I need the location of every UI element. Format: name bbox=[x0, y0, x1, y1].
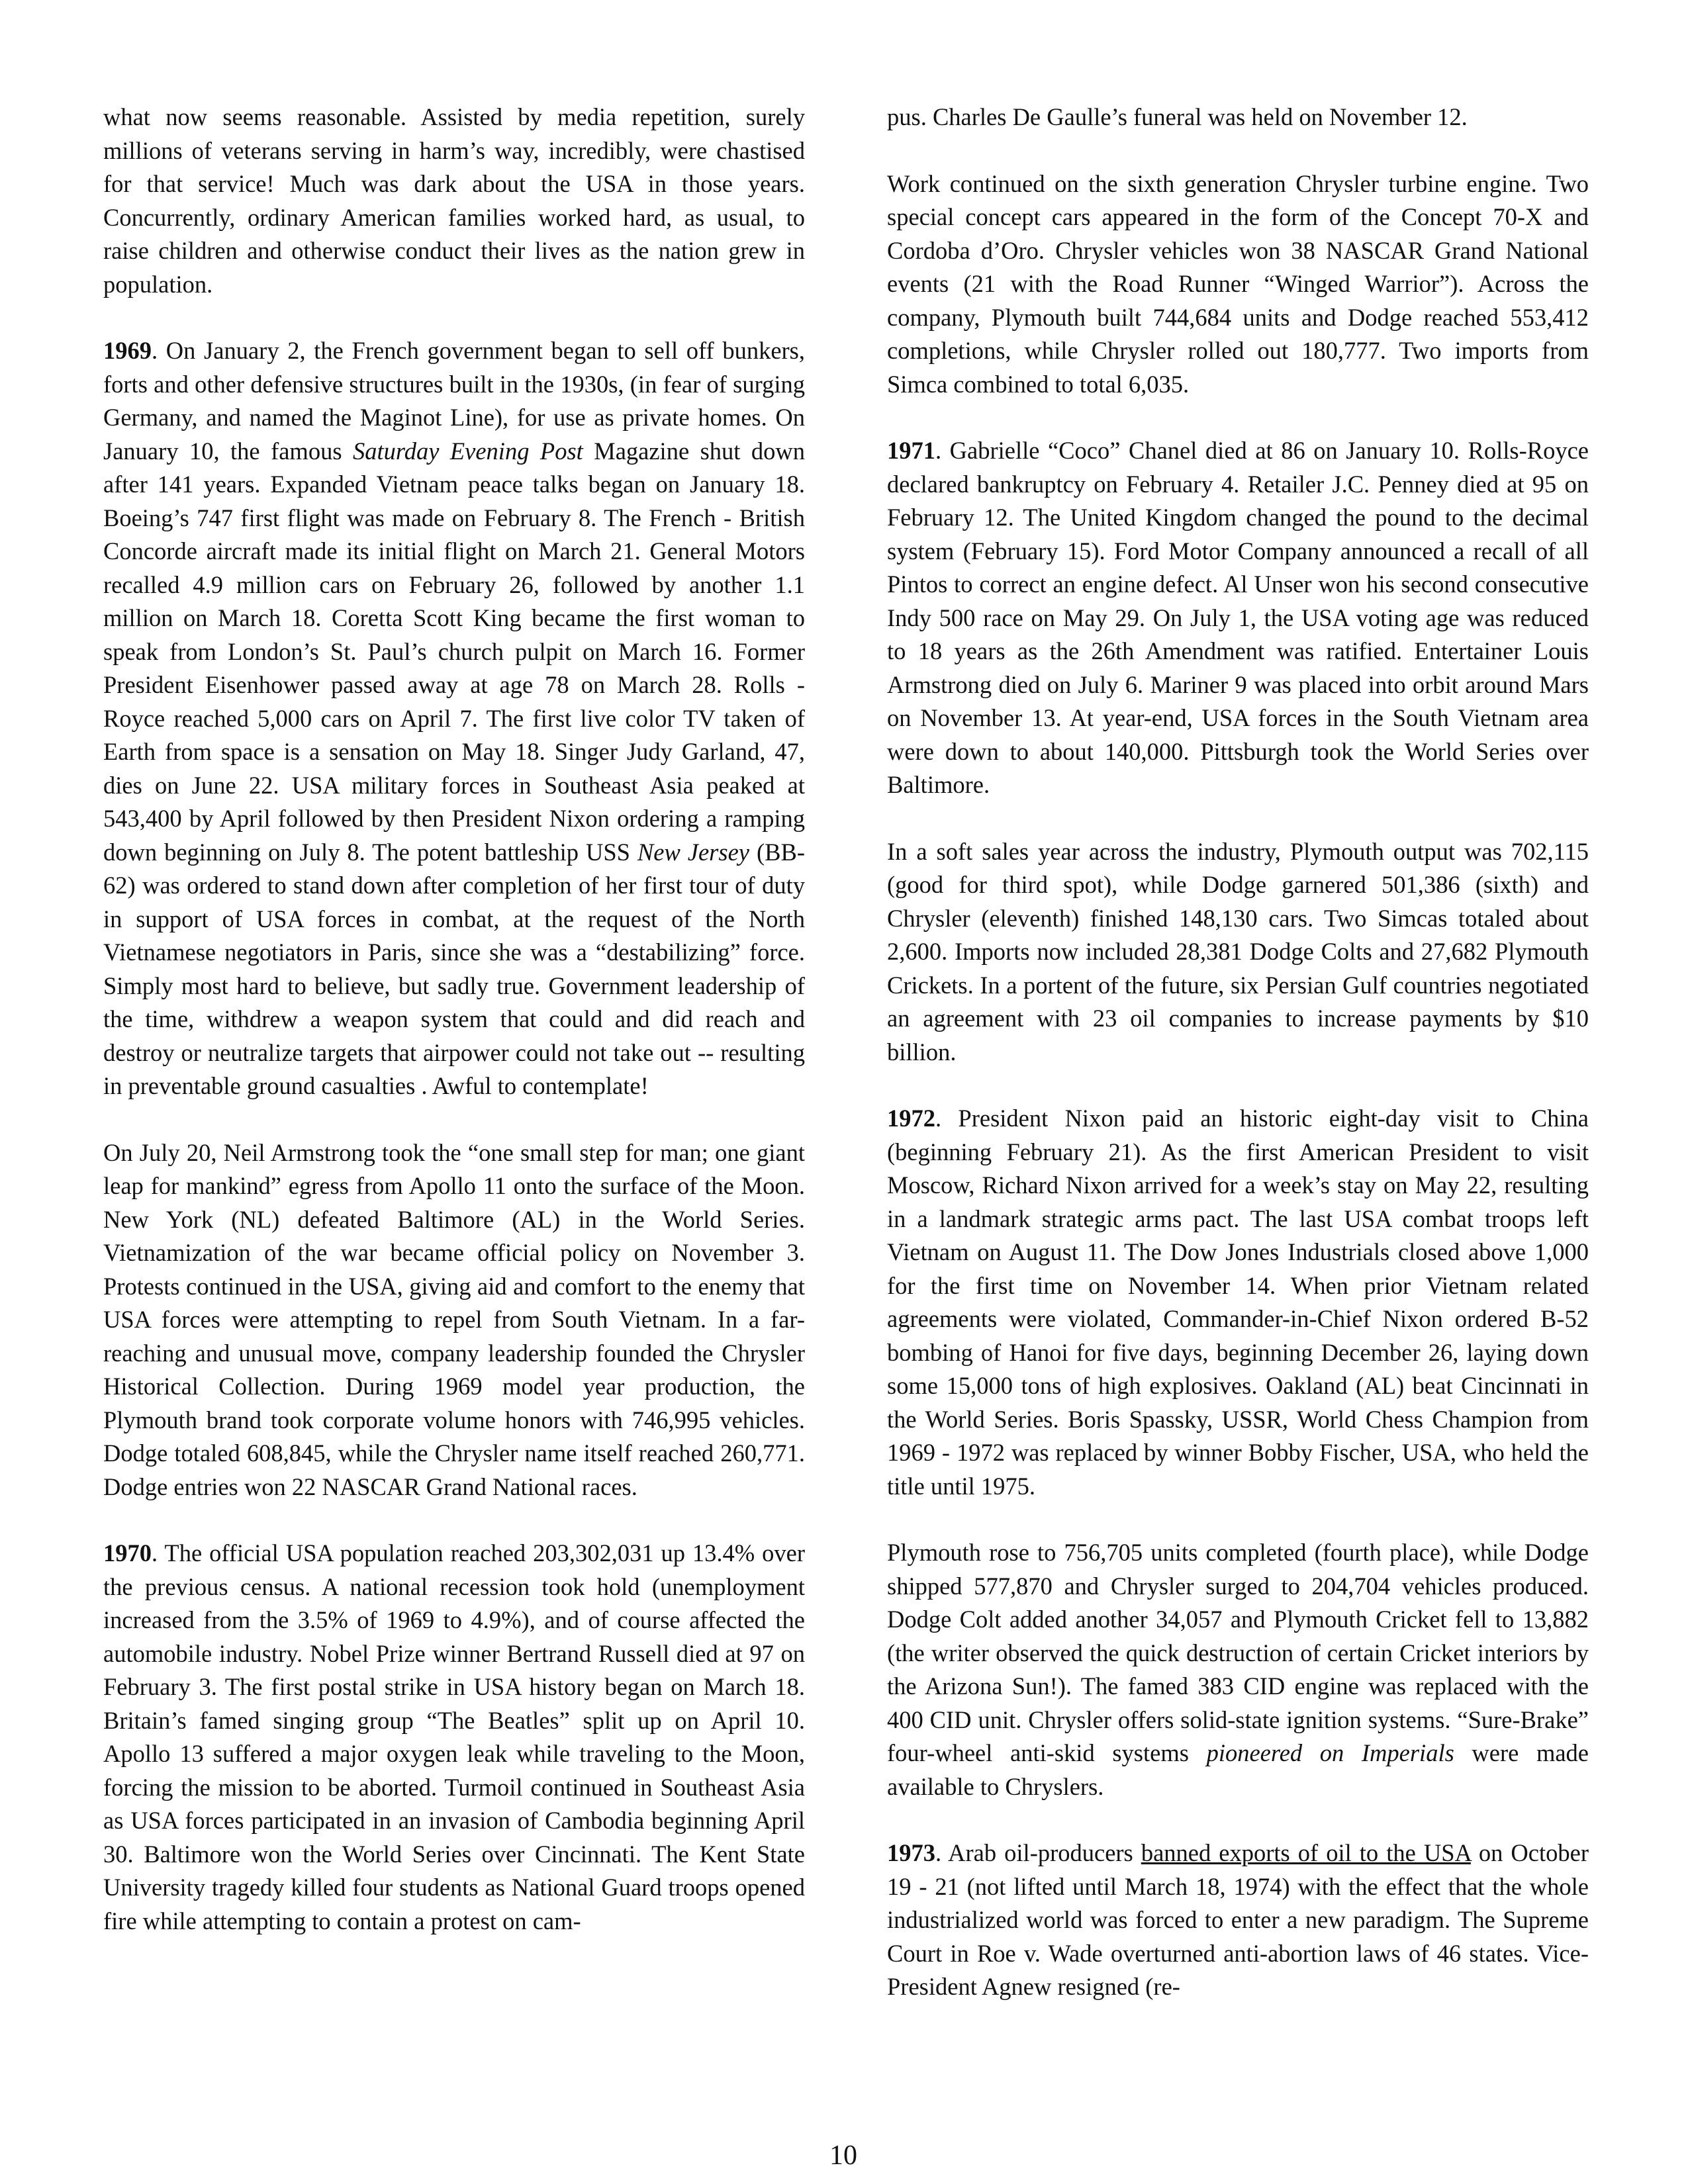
paragraph-1972-sales bbox=[887, 1536, 1589, 1803]
italic-title-saturday-evening-post: Saturday Evening Post bbox=[352, 437, 583, 465]
paragraph-1971-sales bbox=[887, 835, 1589, 1069]
paragraph-1969-continued bbox=[103, 1136, 805, 1504]
paragraph-1971 bbox=[887, 434, 1589, 802]
year-heading-1971: 1971 bbox=[887, 437, 935, 464]
paragraph-text: Magazine shut down after 141 years. Expanded Vietnam peace talks began on January 18. Boeing’s 747 first flight was made on February 8. The French - British Concorde aircraft made its initial flight on March 21. General Motors recalled 4.9 million cars on February 26, followed by another 1.1 million on March 18. Coretta Scott King became the first woman to speak from London’s St. Paul’s church pulpit on March 16. Former President Eisenhower passed away at age 78 on March 28. Rolls - Royce reached 5,000 cars on April 7. The first live color TV taken of Earth from space is a sensation on May 18. Singer Judy Garland, 47, dies on June 22. USA military forces in Southeast Asia peaked at 543,400 by April followed by then President Nixon ordering a ramping down beginning on July 8. The potent battleship USS bbox=[103, 437, 805, 866]
right-column bbox=[887, 101, 1589, 2037]
paragraph-text: Work continued on the sixth generation Chrysler turbine engine. Two special concept cars appeared in the form of the Concept 70-X and Cordoba d’Oro. Chrysler vehicles won 38 NASCAR Grand National events (21 with the Road Runner “Winged Warrior”). Across the company, Plymouth built 744,684 units and Dodge reached 553,412 completions, while Chrysler rolled out 180,777. Two imports from Simca combined to total 6,035. bbox=[887, 169, 1589, 398]
left-column bbox=[103, 101, 805, 1971]
italic-ship-name: New Jersey bbox=[637, 838, 749, 866]
underlined-phrase-oil-embargo: banned exports of oil to the USA bbox=[1141, 1839, 1471, 1866]
paragraph-text: Plymouth rose to 756,705 units completed (fourth place), while Dodge shipped 577,870 and Chrysler surged to 204,704 vehicles produced. Dodge Colt added another 34,057 and Plymouth Cricket fell to 13,882 (the writer observed the quick destruction of certain Cricket interiors by the Arizona Sun!). The famed 383 CID engine was replaced with the 400 CID unit. Chrysler offers solid-state ignition systems. “Sure-Brake” four-wheel anti-skid systems bbox=[887, 1539, 1589, 1766]
paragraph-text: On July 20, Neil Armstrong took the “one small step for man; one giant leap for mankind” egress from Apollo 11 onto the surface of the Moon. New York (NL) defeated Baltimore (AL) in the World Series. Vietnamization of the war became official policy on November 3. Protests continued in the USA, giving aid and comfort to the enemy that USA forces were attempting to repel from South Vietnam. In a far-reaching and unusual move, company leadership founded the Chrysler Historical Collection. During 1969 model year production, the Plymouth brand took corporate volume honors with 746,995 vehicles. Dodge totaled 608,845, while the Chrysler name itself reached 260,771. Dodge entries won 22 NASCAR Grand National races. bbox=[103, 1138, 805, 1500]
paragraph-1970-end bbox=[887, 101, 1589, 134]
year-heading-1970: 1970 bbox=[103, 1539, 152, 1567]
paragraph-text: . The official USA population reached 203,302,031 up 13.4% over the previous census. A national recession took hold (unemployment increased from the 3.5% of 1969 to 4.9%), and of course affected the automobile industry. Nobel Prize winner Bertrand Russell died at 97 on February 3. The first postal strike in USA history began on March 18. Britain’s famed singing group “The Beatles” split up on April 10. Apollo 13 suffered a major oxygen leak while traveling to the Moon, forcing the mission to be aborted. Turmoil continued in Southeast Asia as USA forces participated in an invasion of Cambodia beginning April 30. Baltimore won the World Series over Cincinnati. The Kent State University tragedy killed four students as National Guard troops opened fire while attempting to contain a protest on cam- bbox=[103, 1539, 805, 1934]
paragraph-1972 bbox=[887, 1102, 1589, 1503]
year-heading-1973: 1973 bbox=[887, 1839, 935, 1866]
paragraph-text: . Arab oil-producers bbox=[935, 1839, 1141, 1866]
paragraph-text: . On January 2, the French government began to sell off bunkers, forts and other defensive structures built in the 1930s, (in fear of surging Germany, and named the Maginot Line), for use as private homes. On January 10, the famous bbox=[103, 337, 805, 465]
paragraph-1973 bbox=[887, 1837, 1589, 2004]
paragraph-text: were made available to Chryslers. bbox=[887, 1739, 1589, 1800]
paragraph-text: pus. Charles De Gaulle’s funeral was held on November 12. bbox=[887, 103, 1468, 130]
year-heading-1969: 1969 bbox=[103, 337, 152, 364]
italic-phrase-imperials: pioneered on Imperials bbox=[1206, 1739, 1454, 1766]
paragraph-1969 bbox=[103, 334, 805, 1103]
paragraph-text: (BB-62) was ordered to stand down after completion of her first tour of duty in support of USA forces in combat, at the request of the North Vietnamese negotiators in Paris, since she was a “destabilizing” force. Simply most hard to believe, but sadly true. Government leadership of the time, withdrew a weapon system that could and did reach and destroy or neutralize targets that airpower could not take out -- resulting in preventable ground casualties . Awful to contemplate! bbox=[103, 838, 805, 1099]
year-heading-1972: 1972 bbox=[887, 1105, 935, 1132]
paragraph-text: on October 19 - 21 (not lifted until March 18, 1974) with the effect that the whole industrialized world was forced to enter a new paradigm. The Supreme Court in Roe v. Wade overturned anti-abortion laws of 46 states. Vice-President Agnew resigned (re- bbox=[887, 1839, 1589, 2000]
paragraph-1970-chrysler bbox=[887, 167, 1589, 402]
paragraph-text: . Gabrielle “Coco” Chanel died at 86 on January 10. Rolls-Royce declared bankruptcy on February 4. Retailer J.C. Penney died at 95 on February 12. The United Kingdom changed the pound to the decimal system (February 15). Ford Motor Company announced a recall of all Pintos to correct an engine defect. Al Unser won his second consecutive Indy 500 race on May 29. On July 1, the USA voting age was reduced to 18 years as the 26th Amendment was ratified. Entertainer Louis Armstrong died on July 6. Mariner 9 was placed into orbit around Mars on November 13. At year-end, USA forces in the South Vietnam area were down to about 140,000. Pittsburgh took the World Series over Baltimore. bbox=[887, 437, 1589, 798]
paragraph-text: . President Nixon paid an historic eight-day visit to China (beginning February 21). As the first American President to visit Moscow, Richard Nixon arrived for a week’s stay on May 22, resulting in a landmark strategic arms pact. The last USA combat troops left Vietnam on August 11. The Dow Jones Industrials closed above 1,000 for the first time on November 14. When prior Vietnam related agreements were violated, Commander-in-Chief Nixon ordered B-52 bombing of Hanoi for five days, beginning December 26, laying down some 15,000 tons of high explosives. Oakland (AL) beat Cincinnati in the World Series. Boris Spassky, USSR, World Chess Champion from 1969 - 1972 was replaced by winner Bobby Fischer, USA, who held the title until 1975. bbox=[887, 1105, 1589, 1500]
paragraph-text: what now seems reasonable. Assisted by media repetition, surely millions of veterans serving in harm’s way, incredibly, were chastised for that service! Much was dark about the USA in those years. Concurrently, ordinary American families worked hard, as usual, to raise children and otherwise conduct their lives as the nation grew in population. bbox=[103, 103, 805, 298]
paragraph-text: In a soft sales year across the industry, Plymouth output was 702,115 (good for third spot), while Dodge garnered 501,386 (sixth) and Chrysler (eleventh) finished 148,130 cars. Two Simcas totaled about 2,600. Imports now included 28,381 Dodge Colts and 27,682 Plymouth Crickets. In a portent of the future, six Persian Gulf countries negotiated an agreement with 23 oil companies to increase payments by $10 billion. bbox=[887, 837, 1589, 1066]
page-number: 10 bbox=[829, 2140, 857, 2171]
paragraph-veterans bbox=[103, 101, 805, 301]
paragraph-1970 bbox=[103, 1537, 805, 1938]
